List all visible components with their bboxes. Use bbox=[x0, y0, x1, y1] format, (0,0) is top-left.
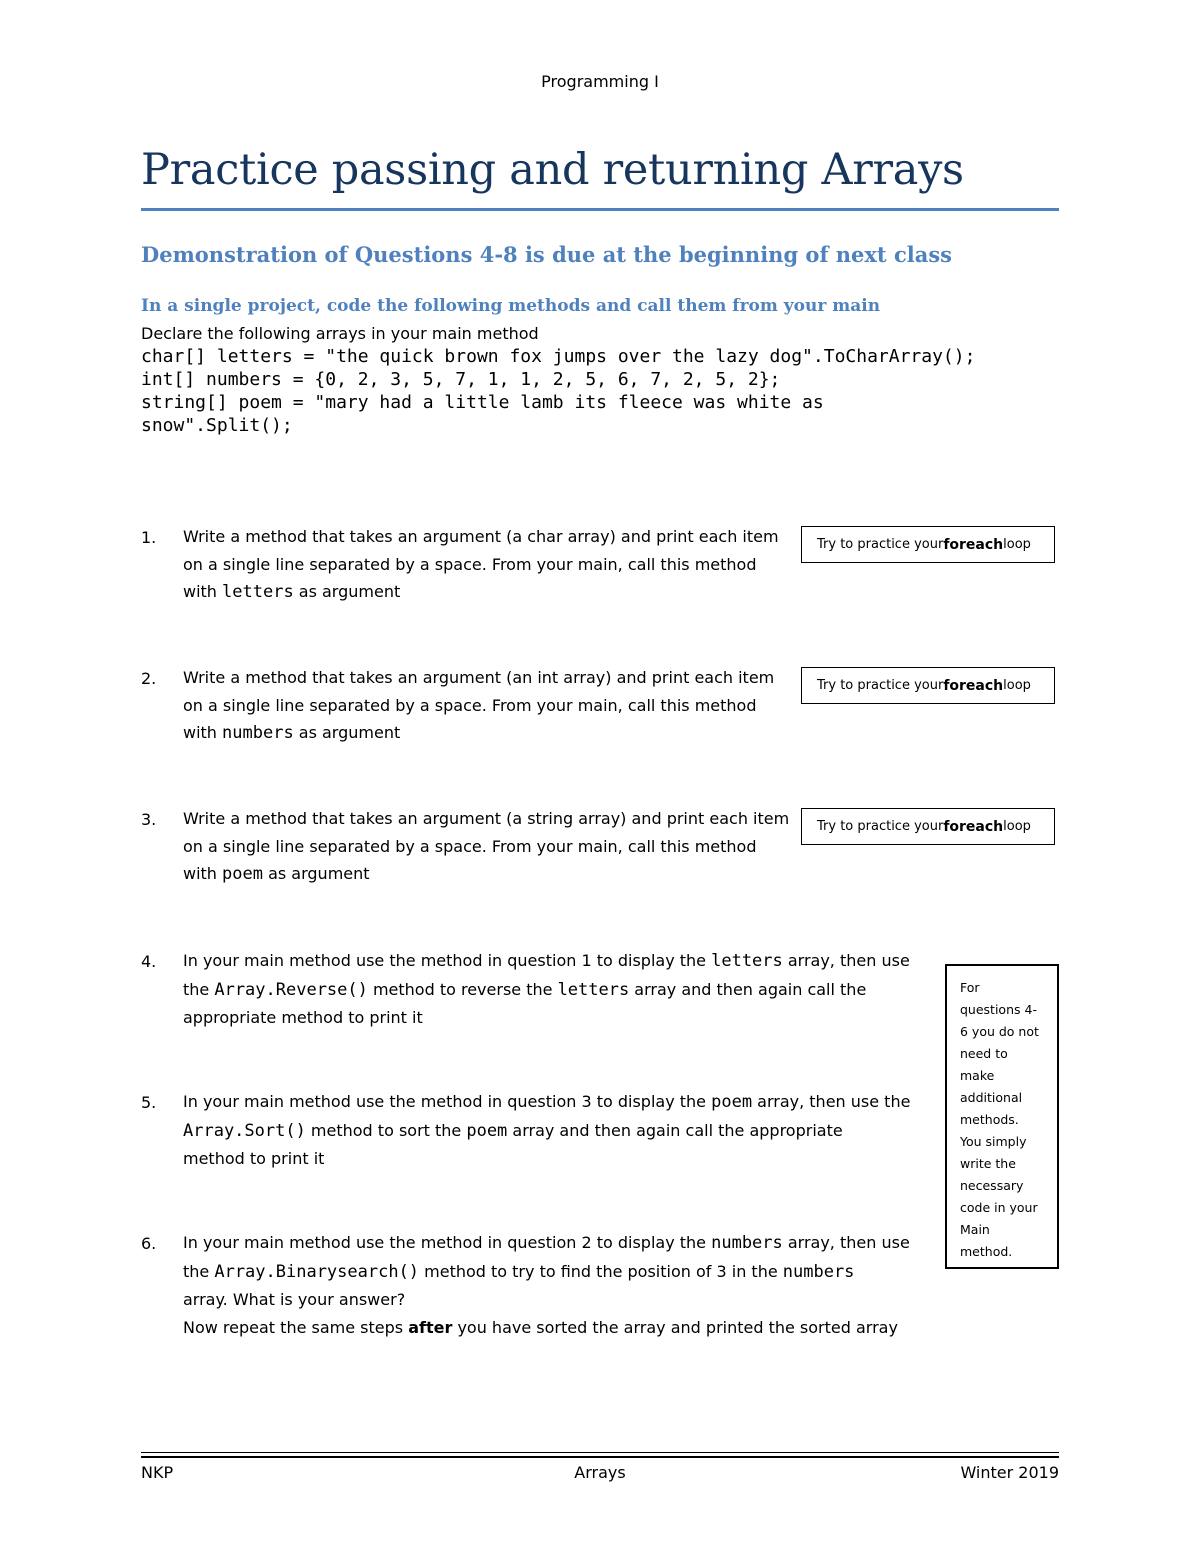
side-note-line: additional bbox=[960, 1090, 1023, 1105]
foreach-tip-box bbox=[801, 808, 1055, 845]
code-line-poem: string[] poem = "mary had a little lamb its fleece was white as bbox=[141, 392, 824, 413]
question-line bbox=[183, 578, 779, 607]
question-6-text bbox=[183, 1229, 910, 1341]
code-inline: poem bbox=[711, 1092, 753, 1112]
code-line-numbers: int[] numbers = {0, 2, 3, 5, 7, 1, 1, 2, 5, 6, 7, 2, 5, 2}; bbox=[141, 369, 781, 390]
question-number: 3. bbox=[141, 810, 157, 829]
code-inline: numbers bbox=[711, 1233, 783, 1253]
question-line bbox=[183, 947, 910, 976]
text: as argument bbox=[293, 582, 401, 601]
instructions-heading: In a single project, code the following methods and call them from your main bbox=[141, 296, 881, 316]
text: with bbox=[183, 723, 223, 742]
side-note-line: make bbox=[960, 1068, 995, 1083]
question-line bbox=[183, 1258, 910, 1287]
question-5-text bbox=[183, 1088, 910, 1173]
text: method to reverse the bbox=[367, 979, 558, 999]
footer-topic: Arrays bbox=[574, 1463, 626, 1482]
question-number: 4. bbox=[141, 952, 157, 971]
question-line bbox=[183, 976, 910, 1005]
side-note-line: methods. bbox=[960, 1112, 1019, 1127]
text: method to try to find the position of 3 in the bbox=[419, 1261, 783, 1281]
question-number: 5. bbox=[141, 1093, 157, 1112]
foreach-tip-box bbox=[801, 526, 1055, 563]
question-line: on a single line separated by a space. From your main, call this method bbox=[183, 836, 757, 856]
title-underline bbox=[141, 208, 1059, 211]
question-line: Write a method that takes an argument (a char array) and print each item bbox=[183, 527, 779, 546]
code-inline: Array.Sort() bbox=[183, 1120, 306, 1141]
code-inline: Array.Reverse() bbox=[214, 979, 368, 1000]
code-inline: Array.Binarysearch() bbox=[214, 1261, 420, 1282]
side-note-line: code in your bbox=[960, 1200, 1038, 1215]
question-line: on a single line separated by a space. From your main, call this method bbox=[183, 554, 757, 574]
code-line-letters: char[] letters = "the quick brown fox jumps over the lazy dog".ToCharArray(); bbox=[141, 346, 976, 367]
emphasis: after bbox=[408, 1317, 453, 1337]
footer-term: Winter 2019 bbox=[960, 1463, 1059, 1482]
question-line: on a single line separated by a space. From your main, call this method bbox=[183, 695, 757, 715]
question-line: appropriate method to print it bbox=[183, 1008, 423, 1027]
question-3-text bbox=[183, 805, 789, 889]
tip-suffix: loop bbox=[1003, 537, 1031, 552]
question-line: Write a method that takes an argument (an int array) and print each item bbox=[183, 668, 775, 687]
footer-rule bbox=[141, 1452, 1059, 1453]
question-line bbox=[183, 1229, 910, 1258]
text: as argument bbox=[262, 864, 370, 883]
tip-prefix: Try to practice your bbox=[817, 819, 944, 834]
question-number: 2. bbox=[141, 669, 157, 688]
text: with bbox=[183, 582, 223, 601]
text: In your main method use the method in question 2 to display the bbox=[183, 1233, 712, 1252]
text: array and then again call the bbox=[629, 979, 867, 999]
page-title: Practice passing and returning Arrays bbox=[141, 145, 964, 195]
intro-text: Declare the following arrays in your main method bbox=[141, 324, 539, 343]
tip-keyword: foreach bbox=[943, 818, 1004, 835]
side-note-line: need to bbox=[960, 1046, 1008, 1061]
text: In your main method use the method in question 1 to display the bbox=[183, 951, 712, 970]
text: array, then use bbox=[782, 1233, 910, 1252]
question-1-text bbox=[183, 523, 779, 607]
text: with bbox=[183, 864, 223, 883]
question-line: method to print it bbox=[183, 1149, 325, 1168]
text: array, then use the bbox=[752, 1092, 911, 1111]
text: you have sorted the array and printed the sorted array bbox=[452, 1317, 898, 1337]
text: In your main method use the method in question 3 to display the bbox=[183, 1092, 712, 1111]
question-line bbox=[183, 1117, 910, 1146]
code-inline: letters bbox=[711, 951, 783, 971]
code-inline: letters bbox=[557, 979, 630, 1000]
tip-suffix: loop bbox=[1003, 678, 1031, 693]
question-line bbox=[183, 860, 789, 889]
text: as argument bbox=[293, 723, 401, 742]
question-line bbox=[183, 1314, 910, 1342]
side-note-line: For bbox=[960, 980, 980, 995]
question-line bbox=[183, 719, 774, 748]
code-inline: poem bbox=[466, 1120, 508, 1141]
question-number: 6. bbox=[141, 1234, 157, 1253]
code-inline: letters bbox=[222, 582, 294, 602]
tip-keyword: foreach bbox=[943, 536, 1004, 553]
side-note-line: necessary bbox=[960, 1178, 1024, 1193]
footer-rule bbox=[141, 1456, 1059, 1458]
side-note-line: 6 you do not bbox=[960, 1024, 1039, 1039]
tip-suffix: loop bbox=[1003, 819, 1031, 834]
question-line: Write a method that takes an argument (a string array) and print each item bbox=[183, 809, 790, 828]
tip-prefix: Try to practice your bbox=[817, 537, 944, 552]
tip-prefix: Try to practice your bbox=[817, 678, 944, 693]
code-line-poem-cont: snow".Split(); bbox=[141, 415, 293, 436]
question-number: 1. bbox=[141, 528, 157, 547]
question-4-text bbox=[183, 947, 910, 1032]
text: method to sort the bbox=[305, 1120, 467, 1140]
code-inline: poem bbox=[222, 864, 263, 884]
text: array, then use bbox=[782, 951, 910, 970]
text: the bbox=[183, 1261, 215, 1281]
text: Now repeat the same steps bbox=[183, 1317, 409, 1337]
due-date-heading: Demonstration of Questions 4-8 is due at the beginning of next class bbox=[141, 242, 952, 267]
foreach-tip-box bbox=[801, 667, 1055, 704]
side-note-line: write the bbox=[960, 1156, 1016, 1171]
side-note-line: You simply bbox=[960, 1134, 1027, 1149]
code-inline: numbers bbox=[222, 723, 294, 743]
question-line: array. What is your answer? bbox=[183, 1290, 406, 1309]
tip-keyword: foreach bbox=[943, 677, 1004, 694]
text: the bbox=[183, 979, 215, 999]
code-inline: numbers bbox=[782, 1261, 855, 1282]
side-note-line: method. bbox=[960, 1244, 1013, 1259]
footer-author: NKP bbox=[141, 1463, 174, 1482]
question-line bbox=[183, 1088, 910, 1117]
side-note-line: Main bbox=[960, 1222, 990, 1237]
page-header: Programming I bbox=[541, 72, 659, 91]
text: array and then again call the appropriate bbox=[507, 1120, 843, 1140]
side-note-line: questions 4- bbox=[960, 1002, 1037, 1017]
side-note-box bbox=[945, 964, 1059, 1269]
question-2-text bbox=[183, 664, 774, 748]
